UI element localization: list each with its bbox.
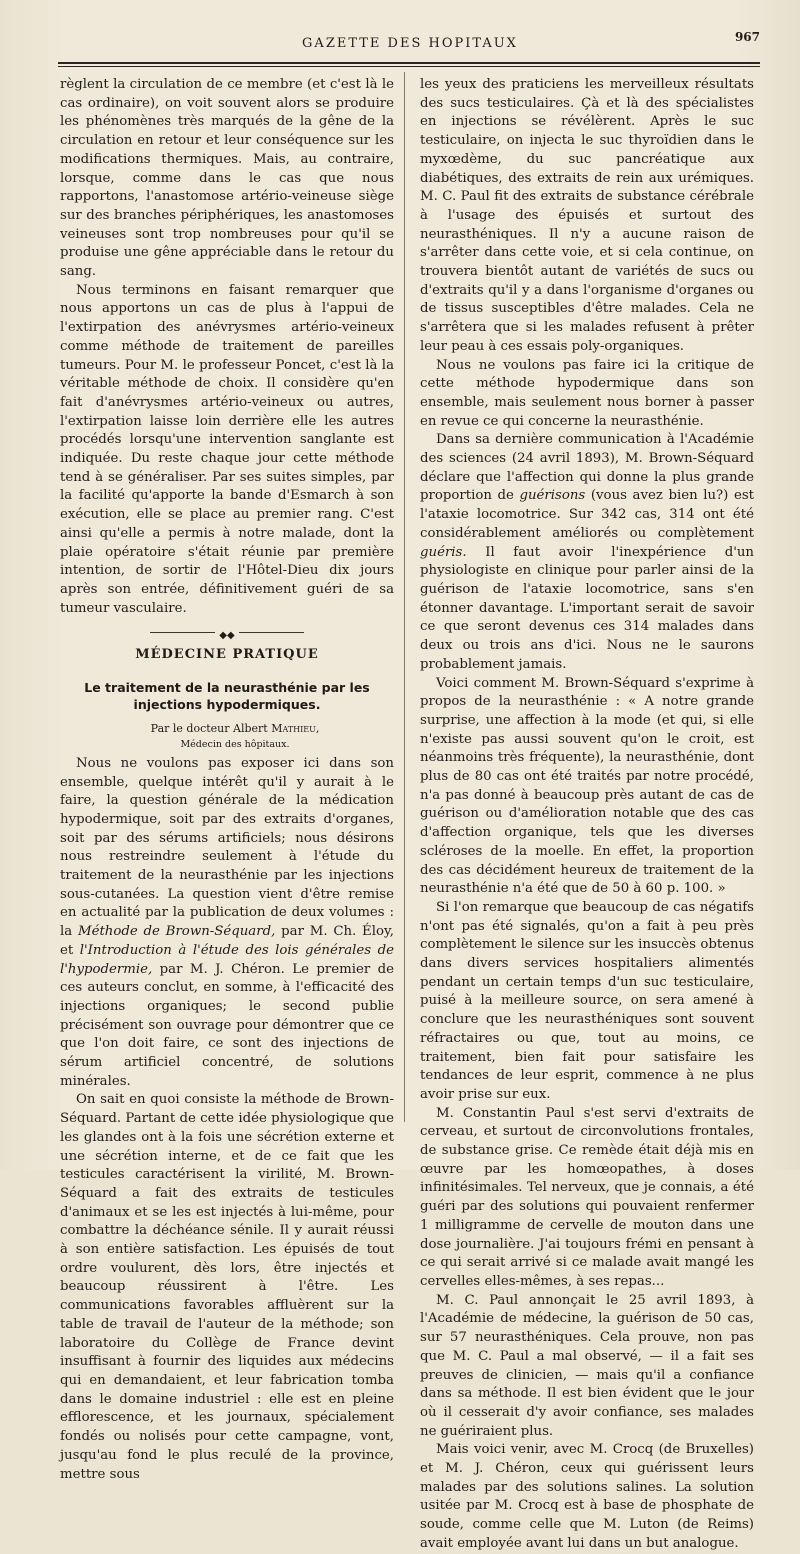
emphasis: guérisons (519, 488, 586, 504)
page-number: 967 (734, 30, 760, 44)
column-divider (404, 72, 405, 1122)
byline (60, 721, 394, 736)
text-run: Il faut avoir l'inexpérience d'un physiologiste en clinique pour parler ainsi de la guérison de l'ataxie locomotrice, sans s'en étonner davantage. L'important serait de savoir ce que seront devenus ces 314 malades dans deux ou trois ans d'ici. Nous ne le saurons probablement jamais. (420, 544, 754, 672)
page-header (60, 30, 760, 60)
book-title: Méthode de Brown-Séquard, (77, 924, 276, 940)
section-title: MÉDECINE PRATIQUE (135, 647, 319, 663)
section-separator (60, 626, 394, 640)
paragraph: Nous terminons en faisant remarquer que nous apportons un cas de plus à l'appui de l'extirpation des anévrysmes artério-veineux comme méthode de traitement de pareilles tumeurs. Pour M. le professeur Poncet, c'est là la véritable méthode de choix. Il considère qu'en fait d'anévrysmes artério-veineux ou autres, l'extirpation laisse loin derrière elle les autres procédés lorsqu'une intervention sanglante est indiquée. Du reste chaque jour cette méthode tend à se généraliser. Par ses suites simples, par la facilité qu'apporte la bande d'Esmarch à son exécution, elle se place au premier rang. C'est ainsi qu'elle a permis à notre malade, dont la plaie opératoire s'était réunie par première intention, de sortir de l'Hôtel-Dieu dix jours après son entrée, définitivement guéri de sa tumeur vasculaire. (60, 282, 394, 616)
ornament-icon: ◆◆ (215, 630, 238, 641)
paragraph: M. Constantin Paul s'est servi d'extraits de cerveau, et surtout de circonvolutions frontales, de substance grise. Ce remède était déjà mis en œuvre par les homœopathes, à doses infinitésimales. Tel nerveux, que je connais, a été guéri par des solutions qui pouvaient renfermer 1 milligramme de cervelle de mouton dans une dose journalière. J'ai toujours frémi en pensant à ce qui serait arrivé si ce malade avait mangé les cervelles elles-mêmes, à ses repas... (420, 1105, 754, 1289)
header-rule (58, 62, 760, 67)
left-column (60, 76, 394, 1484)
paragraph: M. C. Paul annonçait le 25 avril 1893, à l'Académie de médecine, la guérison de 50 cas, sur 57 neurasthéniques. Cela prouve, non pas que M. C. Paul a mal observé, — il a fait ses preuves de clinicien, — mais qu'il a confiance dans sa méthode. Il est bien évident que le jour où il cesserait d'y avoir confiance, ses malades ne guériraient plus. (420, 1292, 754, 1439)
paragraph: On sait en quoi consiste la méthode de Brown-Séquard. Partant de cette idée physiologique que les glandes ont à la fois une sécrétion externe et une sécrétion interne, et de ce fait que les testicules caractérisent la virilité, M. Brown-Séquard a fait des extraits de testicules d'animaux et se les est injectés à lui-même, pour combattre la déchéance sénile. Il y aurait réussi à son entière satisfaction. Les épuisés de tout ordre voulurent, dès lors, être injectés et beaucoup réussirent à l'être. Les communications favorables affluèrent sur la table de travail de l'auteur de la méthode; son laboratoire du Collège de France devint insuffisant à fournir des liquides aux médecins qui en demandaient, et leur fabrication tomba dans le domaine industriel : elle est en pleine efflorescence, et les journaux, spécialement fondés ou nolisés pour cette campagne, vont, jusqu'au fond le plus reculé de la province, mettre sous (60, 1092, 394, 1482)
article-title: Le traitement de la neurasthénie par les injections hypodermiques. (84, 680, 370, 713)
text-run: Dans sa dernière communication à l'Académie des sciences (24 avril 1893), M. Brown-Séquard déclare que l'affection qui donne la plus grande proportion de (420, 432, 754, 504)
book-title: l'Introduction à l'étude des lois générales de l'hypodermie, (60, 942, 394, 977)
text-run: par M. J. Chéron. Le premier de ces auteurs conclut, en somme, à l'efficacité des injections organiques; le second publie précisément son ouvrage pour démontrer que ce que l'on doit faire, ce sont des injections de sérum artificiel concentré, de solutions minérales. (60, 961, 395, 1089)
byline-prefix: Par le docteur Albert (150, 722, 268, 736)
text-run: par M. Ch. Éloy, et (60, 924, 394, 958)
author-affiliation: Médecin des hôpitaux. (180, 739, 290, 751)
right-column (420, 76, 754, 1554)
paragraph: les yeux des praticiens les merveilleux résultats des sucs testiculaires. Çà et là des spécialistes en injections se révélèrent. Après le suc testiculaire, on injecta le suc thyroïdien dans le myxœdème, du suc pancréatique aux diabétiques, des extraits de rein aux urémiques. M. C. Paul fit des extraits de substance cérébrale à l'usage des épuisés et surtout des neurasthéniques. Il n'y a aucune raison de s'arrêter dans cette voie, et si cela continue, on trouvera bientôt autant de variétés de sucs ou d'extraits qu'il y a dans l'organisme d'organes ou de tissus susceptibles d'être malades. Cela ne s'arrêtera que si les malades refusent à prêter leur peau à ces essais poly-organiques. (420, 77, 754, 354)
paragraph: règlent la circulation de ce membre (et c'est là le cas ordinaire), on voit souvent alors se produire les phénomènes très marqués de la gêne de la circulation en retour et leur conséquence sur les modifications thermiques. Mais, au contraire, lorsque, comme dans le cas que nous rapportons, l'anastomose artério-veineuse siège sur des branches périphériques, les anastomoses veineuses sont trop nombreuses pour qu'il se produise une gêne appréciable dans le retour du sang. (60, 77, 394, 280)
text-run: Nous ne voulons pas exposer ici dans son ensemble, quelque intérêt qu'il y aurait à le faire, la question générale de la médication hypodermique, soit par des extraits d'organes, soit par des sérums artificiels; nous désirons nous restreindre seulement à l'étude du traitement de la neurasthénie par les injections sous-cutanées. La question vient d'être remise en actualité par la publication de deux volumes : la (60, 755, 394, 940)
paragraph: Mais voici venir, avec M. Crocq (de Bruxelles) et M. J. Chéron, ceux qui guérissent leurs malades par des solutions salines. La solution usitée par M. Crocq est à base de phosphate de soude, comme celle que M. Luton (de Reims) avait employée avant lui dans un but analogue. (420, 1442, 754, 1551)
paragraph: Si l'on remarque que beaucoup de cas négatifs n'ont pas été signalés, qu'on a fait à peu près complètement le silence sur les insuccès obtenus dans divers services hospitaliers alimentés pendant un certain temps d'un suc testiculaire, puisé à la meilleure source, on sera amené à conclure que les neurasthéniques sont souvent réfractaires ou que, tout au moins, ce traitement, bien fait pour satisfaire les tendances de leur esprit, commence à ne plus avoir prise sur eux. (420, 899, 754, 1102)
author-name: Mathieu, (271, 722, 320, 736)
paragraph: Voici comment M. Brown-Séquard s'exprime à propos de la neurasthénie : « A notre grande surprise, une affection à la mode (et qui, si elle n'existe pas aussi souvent qu'on le croit, est néanmoins très fréquente), la neurasthénie, dont plus de 80 cas ont été traités par notre procédé, n'a pas donné à beaucoup près autant de cas de guérison ou d'amélioration notable que des cas d'affection organique, tels que les diverses scléroses de la moelle. En effet, la proportion des cas décidément heureux de traitement de la neurasthénie n'a été que de 50 à 60 p. 100. » (420, 675, 754, 897)
paragraph (420, 431, 754, 674)
paragraph (60, 755, 394, 1092)
paragraph: Nous ne voulons pas faire ici la critique de cette méthode hypodermique dans son ensemble, mais seulement nous borner à passer en revue ce qui concerne la neurasthénie. (420, 357, 754, 429)
emphasis: guéris. (420, 544, 467, 560)
running-title: GAZETTE DES HOPITAUX (302, 36, 518, 51)
text-run: (vous avez bien lu?) est l'ataxie locomotrice. Sur 342 cas, 314 ont été considérablement améliorés ou complètement (420, 488, 754, 541)
